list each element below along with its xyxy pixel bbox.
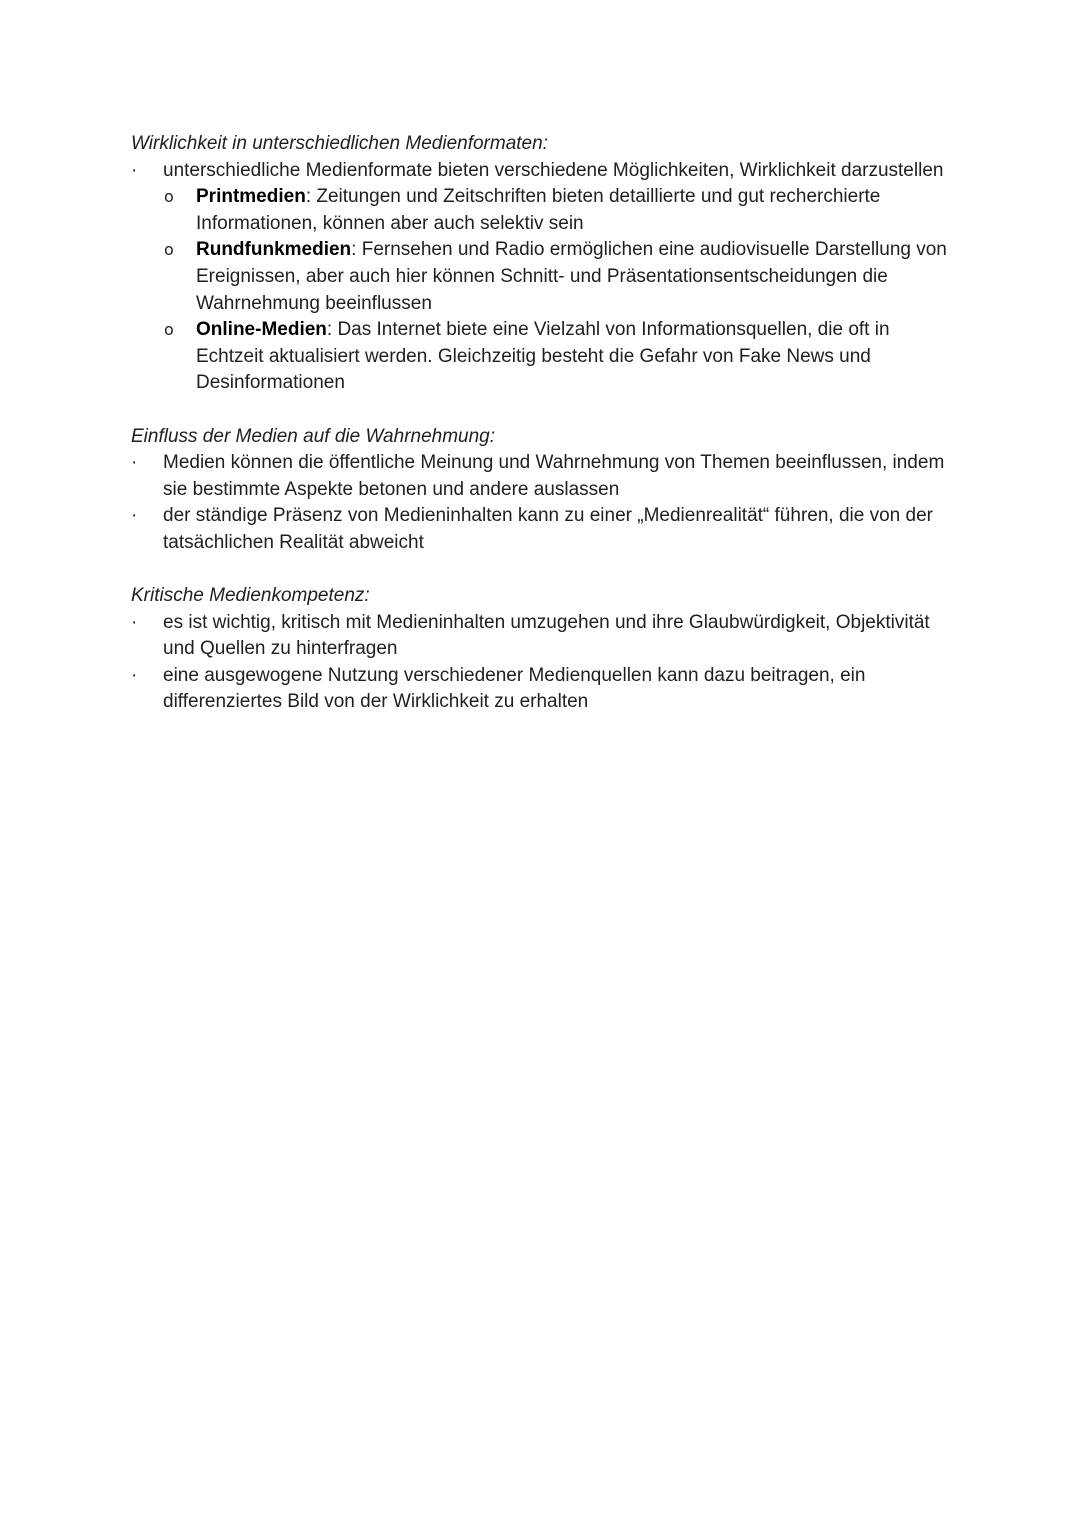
bullet-marker: ·	[131, 159, 138, 181]
list-item-text: eine ausgewogene Nutzung verschiedener Medienquellen kann dazu beitragen, ein differenziertes Bild von der Wirklichkeit zu erhalten	[163, 664, 866, 713]
sub-item-text: : Zeitungen und Zeitschriften bieten detaillierte und gut recherchierte Informationen, können aber auch selektiv sein	[196, 186, 881, 234]
list-item-text: der ständige Präsenz von Medieninhalten kann zu einer „Medienrealität“ führen, die von der tatsächlichen Realität abweicht	[163, 505, 933, 553]
list-item-text: Medien können die öffentliche Meinung und Wahrnehmung von Themen beeinflussen, indem sie bestimmte Aspekte betonen und andere auslassen	[163, 452, 945, 500]
section-title: Wirklichkeit in unterschiedlichen Medienformaten:	[131, 133, 548, 154]
sub-bullet-marker: o	[164, 320, 174, 340]
section-title: Kritische Medienkompetenz:	[131, 585, 370, 607]
term-printmedien: Printmedien	[196, 186, 306, 208]
section-title: Einfluss der Medien auf die Wahrnehmung:	[131, 425, 496, 447]
sub-item-text: : Fernsehen und Radio ermöglichen eine audiovisuelle Darstellung von Ereignissen, aber auch hier können Schnitt- und Präsentationsentscheidungen die Wahrnehmung beeinflussen	[196, 239, 947, 314]
bullet-marker: ·	[131, 611, 138, 633]
sub-bullet-list	[163, 184, 961, 397]
term-rundfunkmedien: Rundfunkmedien	[196, 239, 352, 261]
list-item	[131, 450, 961, 503]
sub-bullet-marker: o	[164, 240, 174, 260]
sub-item-text: : Das Internet biete eine Vielzahl von Informationsquellen, die oft in Echtzeit aktualisiert werden. Gleichzeitig besteht die Gefahr von Fake News und Desinformationen	[196, 319, 890, 394]
list-item-text: unterschiedliche Medienformate bieten verschiedene Möglichkeiten, Wirklichkeit darzustellen	[163, 159, 944, 181]
list-item	[131, 610, 961, 663]
sub-list-item	[163, 237, 961, 317]
list-item	[131, 158, 961, 397]
bullet-list	[131, 158, 961, 397]
sub-list-item	[163, 317, 961, 397]
section-einfluss	[131, 424, 961, 557]
section-medienkompetenz	[131, 583, 961, 716]
sub-bullet-marker: o	[164, 187, 174, 207]
sub-list-item	[163, 184, 961, 237]
bullet-marker: ·	[131, 452, 138, 474]
term-online-medien: Online-Medien	[196, 319, 327, 341]
bullet-marker: ·	[131, 664, 138, 686]
list-item-text: es ist wichtig, kritisch mit Medieninhalten umzugehen und ihre Glaubwürdigkeit, Objektivität und Quellen zu hinterfragen	[163, 611, 930, 660]
document-content	[131, 131, 961, 716]
list-item	[131, 503, 961, 556]
list-item	[131, 663, 961, 716]
bullet-marker: ·	[131, 505, 138, 527]
bullet-list	[131, 450, 961, 556]
section-medienformate	[131, 131, 961, 397]
bullet-list	[131, 610, 961, 716]
